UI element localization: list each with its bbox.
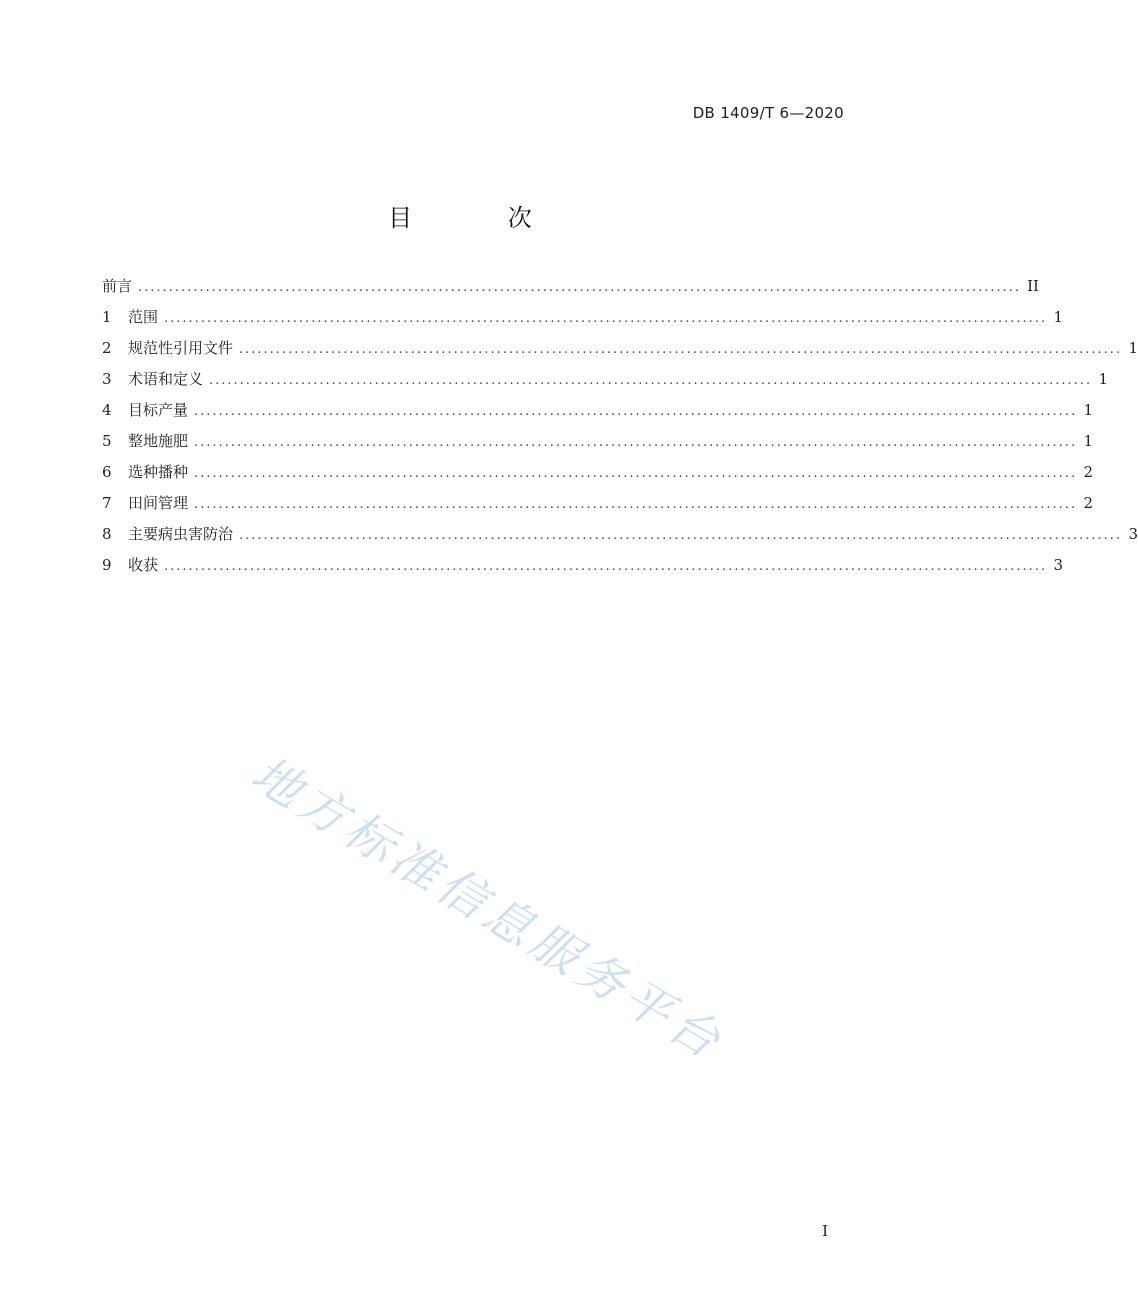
toc-entry-label: 收获	[128, 556, 159, 574]
toc-entry-label: 前言	[102, 277, 133, 295]
toc-leader-dots: ................................................................................................................................................	[138, 280, 1022, 295]
toc-entry-label: 主要病虫害防治	[128, 525, 234, 543]
toc-leader-dots: ................................................................................................................................................	[239, 528, 1123, 543]
toc-entry-number: 9	[102, 556, 112, 574]
toc-leader-dots: ................................................................................................................................................	[209, 373, 1093, 388]
toc-entry-9[interactable]	[102, 553, 1064, 584]
toc-entry-4[interactable]	[102, 398, 1094, 429]
toc-entry-page: 1	[1083, 432, 1094, 450]
toc-entry-number: 2	[102, 339, 112, 357]
toc-entry-label: 范围	[128, 308, 159, 326]
toc-entry-number: 7	[102, 494, 112, 512]
toc-entry-page: 1	[1053, 308, 1064, 326]
toc-entry-page: 3	[1128, 525, 1138, 543]
toc-entry-label: 目标产量	[128, 401, 189, 419]
watermark: 地方标准信息服务平台	[241, 745, 734, 1072]
toc-entry-7[interactable]	[102, 491, 1094, 522]
toc-entry-page: 1	[1128, 339, 1138, 357]
page-number: I	[822, 1222, 828, 1240]
toc-leader-dots: ................................................................................................................................................	[239, 342, 1123, 357]
toc-entry-label: 选种播种	[128, 463, 189, 481]
toc-entry-1[interactable]	[102, 305, 1064, 336]
toc-entry-page: 2	[1083, 494, 1094, 512]
toc-entry-page: 1	[1083, 401, 1094, 419]
toc-entry-number: 3	[102, 370, 112, 388]
toc-entry-label: 田间管理	[128, 494, 189, 512]
toc-entry-page: 1	[1098, 370, 1109, 388]
toc-entry-number: 1	[102, 308, 112, 326]
table-of-contents	[102, 274, 1138, 584]
toc-leader-dots: ................................................................................................................................................	[164, 559, 1048, 574]
toc-entry-page: II	[1027, 277, 1039, 295]
page-title: 目 次	[388, 204, 576, 232]
toc-entry-page: 2	[1083, 463, 1094, 481]
document-code: DB 1409/T 6—2020	[692, 104, 844, 122]
toc-entry-number: 8	[102, 525, 112, 543]
toc-entry-foreword[interactable]	[102, 274, 1039, 305]
toc-entry-8[interactable]	[102, 522, 1138, 553]
toc-leader-dots: ................................................................................................................................................	[194, 435, 1078, 450]
toc-entry-3[interactable]	[102, 367, 1109, 398]
toc-entry-page: 3	[1053, 556, 1064, 574]
toc-entry-2[interactable]	[102, 336, 1138, 367]
toc-leader-dots: ................................................................................................................................................	[194, 466, 1078, 481]
toc-entry-number: 4	[102, 401, 112, 419]
toc-leader-dots: ................................................................................................................................................	[164, 311, 1048, 326]
toc-entry-number: 5	[102, 432, 112, 450]
toc-leader-dots: ................................................................................................................................................	[194, 404, 1078, 419]
toc-entry-number: 6	[102, 463, 112, 481]
toc-entry-label: 整地施肥	[128, 432, 189, 450]
toc-leader-dots: ................................................................................................................................................	[194, 497, 1078, 512]
toc-entry-label: 规范性引用文件	[128, 339, 234, 357]
toc-entry-5[interactable]	[102, 429, 1094, 460]
toc-entry-label: 术语和定义	[128, 370, 204, 388]
toc-entry-6[interactable]	[102, 460, 1094, 491]
